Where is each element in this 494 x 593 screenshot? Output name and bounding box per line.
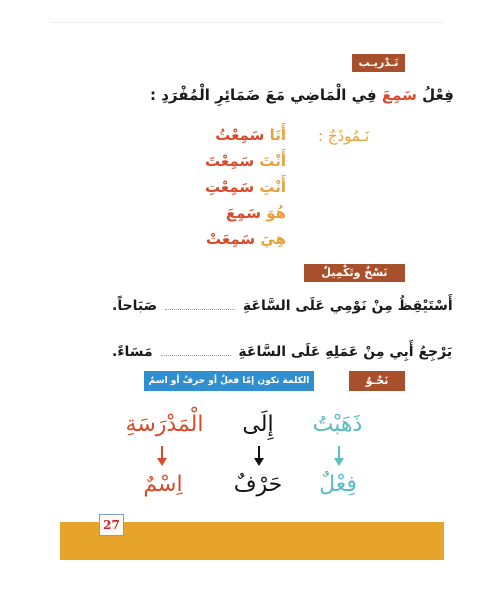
page-number: 27 xyxy=(99,514,124,536)
word-verb-example: ذَهَبْتُ xyxy=(312,412,363,437)
conjugation-line xyxy=(196,204,286,222)
copy-complete-label: نَسْخٌ وتَكْمِيلٌ xyxy=(304,264,405,282)
conjugation-pronoun: أَنْتِ xyxy=(259,178,286,196)
sentence-end: مَسَاءً. xyxy=(112,344,153,360)
grammar-rule-text: الكلمة تكون إمّا فعلٌ أو حرفٌ أو اسمٌ xyxy=(148,376,310,386)
fill-sentence xyxy=(112,298,453,314)
instruction-part1: فِعْلُ xyxy=(422,86,454,104)
conjugation-verb: سَمِعْتَ xyxy=(204,152,255,170)
exercise-instruction xyxy=(150,86,454,104)
sentence-end: صَبَاحاً. xyxy=(112,298,158,314)
grammar-rule-bar xyxy=(144,371,314,391)
fill-sentence xyxy=(112,344,452,360)
conjugation-verb: سَمِعْتُ xyxy=(215,126,265,144)
conjugation-verb: سَمِعَتْ xyxy=(206,230,256,248)
conjugation-pronoun: أَنَا xyxy=(269,126,286,144)
fill-blank xyxy=(161,355,231,356)
word-type-verb: فِعْلٌ xyxy=(319,472,357,497)
conjugation-line xyxy=(196,230,286,248)
conjugation-verb: سَمِعْتِ xyxy=(204,178,255,196)
word-particle-example: إِلَى xyxy=(242,412,274,437)
word-noun-example: الْمَدْرَسَةِ xyxy=(125,412,204,437)
instruction-verb: سَمِعَ xyxy=(381,86,417,104)
arrow-down-icon xyxy=(161,446,163,459)
arrow-down-icon xyxy=(258,446,260,459)
example-label: نَـمُوذَجٌ : xyxy=(318,127,370,145)
top-divider xyxy=(50,22,444,23)
conjugation-line xyxy=(196,152,286,170)
word-type-particle: حَرْفٌ xyxy=(233,472,283,497)
conjugation-verb: سَمِعَ xyxy=(225,204,261,222)
conjugation-pronoun: أَنْتَ xyxy=(259,152,286,170)
arrow-down-icon xyxy=(338,446,340,459)
sentence-start: أَسْتَيْقِظُ مِنْ نَوْمِي عَلَى السَّاعَةِ xyxy=(242,298,453,314)
conjugation-pronoun: هِيَ xyxy=(260,230,286,248)
exercise-label: تَـدْريـب xyxy=(352,54,405,72)
grammar-label: نَحْـوٌ xyxy=(349,371,405,391)
fill-blank xyxy=(165,309,235,310)
conjugation-line xyxy=(196,178,286,196)
word-type-noun: اِسْمٌ xyxy=(143,472,183,497)
conjugation-pronoun: هُوَ xyxy=(266,204,286,222)
sentence-start: يَرْجِعُ أَبِي مِنْ عَمَلِهِ عَلَى السَّاعَةِ xyxy=(238,344,453,360)
conjugation-line xyxy=(196,126,286,144)
instruction-part2: فِي الْمَاضِي مَعَ ضَمَائِرِ الْمُفْرَدِ : xyxy=(150,86,377,104)
